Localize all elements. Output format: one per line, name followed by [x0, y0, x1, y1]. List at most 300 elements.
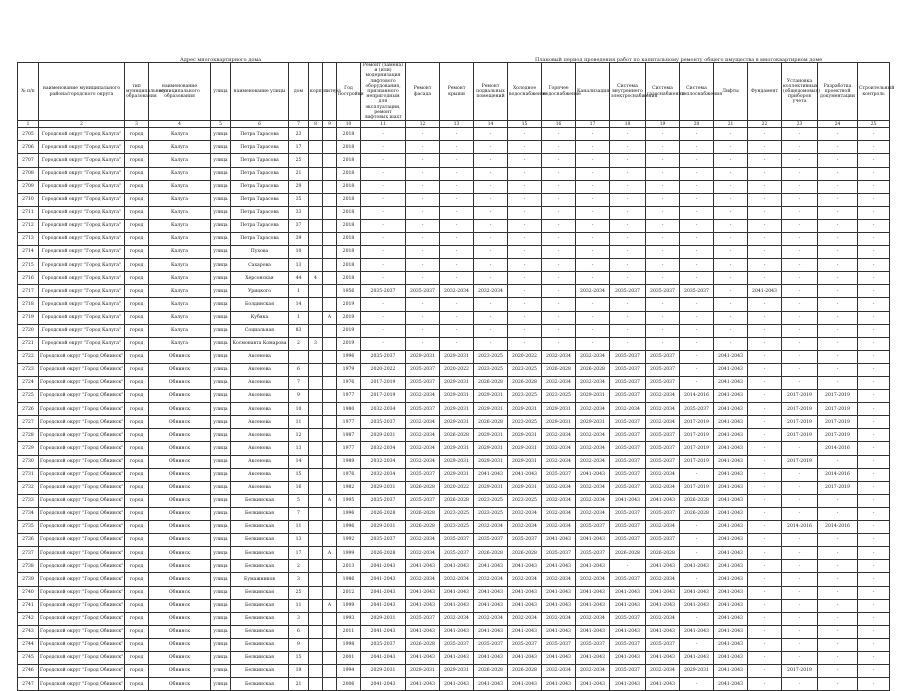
- table-cell: улица: [211, 638, 231, 651]
- table-cell: 2041-2043: [508, 468, 542, 481]
- table-cell: 39: [289, 232, 309, 245]
- table-cell: -: [782, 154, 818, 167]
- table-cell: Петра Тарасова: [231, 232, 289, 245]
- table-cell: 2035-2037: [646, 363, 680, 376]
- table-cell: -: [576, 272, 610, 285]
- table-cell: город: [125, 167, 149, 180]
- table-cell: 2041-2043: [406, 678, 440, 691]
- table-cell: 2018: [337, 167, 361, 180]
- column-header: наименование муниципального образования: [149, 63, 211, 121]
- table-cell: -: [680, 377, 714, 390]
- table-cell: [323, 206, 337, 219]
- table-cell: 2041-2043: [542, 678, 576, 691]
- table-cell: 2035-2037: [406, 285, 440, 298]
- table-row: [18, 167, 890, 180]
- table-cell: -: [782, 193, 818, 206]
- table-cell: 1: [289, 311, 309, 324]
- table-cell: [323, 665, 337, 678]
- table-cell: [323, 625, 337, 638]
- table-cell: город: [125, 481, 149, 494]
- table-cell: 2041-2043: [406, 651, 440, 664]
- table-cell: 2023-2025: [474, 507, 508, 520]
- table-cell: 11: [289, 521, 309, 534]
- table-cell: -: [748, 599, 782, 612]
- table-cell: 2718: [18, 298, 39, 311]
- table-cell: 2041-2043: [474, 678, 508, 691]
- table-cell: 2026-2028: [406, 507, 440, 520]
- column-header: тип муниципального образования: [125, 63, 149, 121]
- table-cell: -: [542, 180, 576, 193]
- table-cell: 2035-2037: [542, 638, 576, 651]
- table-cell: 2041-2043: [714, 638, 748, 651]
- table-cell: [323, 167, 337, 180]
- table-cell: [309, 390, 323, 403]
- table-cell: -: [406, 128, 440, 141]
- table-cell: город: [125, 311, 149, 324]
- table-cell: -: [406, 206, 440, 219]
- table-cell: [323, 180, 337, 193]
- table-cell: Белкинская: [231, 678, 289, 691]
- table-cell: -: [858, 494, 890, 507]
- table-cell: -: [680, 612, 714, 625]
- table-cell: [309, 612, 323, 625]
- table-cell: -: [782, 246, 818, 259]
- table-cell: -: [858, 599, 890, 612]
- table-cell: Городской округ "Город Обнинск": [39, 599, 125, 612]
- table-cell: [309, 206, 323, 219]
- table-cell: 2041-2043: [714, 573, 748, 586]
- table-cell: -: [782, 350, 818, 363]
- table-cell: город: [125, 350, 149, 363]
- table-cell: 2018: [337, 193, 361, 206]
- table-cell: 1992: [337, 534, 361, 547]
- table-cell: Обнинск: [149, 547, 211, 560]
- table-cell: -: [858, 285, 890, 298]
- table-cell: Калуга: [149, 324, 211, 337]
- table-cell: [309, 167, 323, 180]
- table-cell: [323, 363, 337, 376]
- table-cell: Городской округ "Город Обнинск": [39, 390, 125, 403]
- table-cell: 2041-2043: [714, 665, 748, 678]
- table-cell: 2041-2043: [610, 625, 646, 638]
- table-cell: Городской округ "Город Обнинск": [39, 481, 125, 494]
- table-cell: улица: [211, 416, 231, 429]
- table-cell: 1979: [337, 363, 361, 376]
- table-row: [18, 141, 890, 154]
- table-cell: 2026-2028: [361, 507, 406, 520]
- table-cell: улица: [211, 665, 231, 678]
- table-cell: 2026-2028: [474, 377, 508, 390]
- table-cell: -: [748, 272, 782, 285]
- table-cell: -: [680, 324, 714, 337]
- table-cell: 2035-2037: [610, 638, 646, 651]
- table-cell: 2041-2043: [646, 651, 680, 664]
- table-cell: 2041-2043: [714, 403, 748, 416]
- table-cell: Городской округ "Город Обнинск": [39, 350, 125, 363]
- table-cell: 2041-2043: [714, 390, 748, 403]
- table-cell: -: [680, 219, 714, 232]
- table-row: [18, 468, 890, 481]
- table-row: [18, 259, 890, 272]
- table-cell: А: [323, 599, 337, 612]
- table-cell: 2041-2043: [474, 468, 508, 481]
- table-cell: 2032-2034: [576, 442, 610, 455]
- table-cell: -: [782, 272, 818, 285]
- table-cell: 2035-2037: [610, 416, 646, 429]
- table-cell: 2017-2019: [782, 390, 818, 403]
- table-cell: -: [858, 141, 890, 154]
- table-cell: город: [125, 416, 149, 429]
- table-cell: -: [782, 167, 818, 180]
- table-cell: -: [680, 206, 714, 219]
- table-cell: 2032-2034: [576, 429, 610, 442]
- table-cell: 2035-2037: [576, 547, 610, 560]
- table-cell: 2035-2037: [610, 521, 646, 534]
- table-row: [18, 363, 890, 376]
- table-cell: -: [818, 638, 858, 651]
- table-cell: Городской округ "Город Калуга": [39, 298, 125, 311]
- table-cell: город: [125, 612, 149, 625]
- table-cell: 2035-2037: [646, 377, 680, 390]
- table-cell: -: [542, 154, 576, 167]
- table-cell: город: [125, 246, 149, 259]
- table-cell: 1986: [337, 573, 361, 586]
- table-cell: 2041-2043: [474, 560, 508, 573]
- table-cell: -: [406, 180, 440, 193]
- table-row: [18, 507, 890, 520]
- table-cell: 2041-2043: [361, 573, 406, 586]
- table-cell: 2032-2034: [508, 521, 542, 534]
- table-cell: -: [542, 259, 576, 272]
- table-cell: город: [125, 141, 149, 154]
- table-cell: -: [406, 154, 440, 167]
- table-cell: 2032-2034: [576, 403, 610, 416]
- table-cell: -: [748, 481, 782, 494]
- column-number: 14: [474, 121, 508, 128]
- table-cell: 1956: [337, 285, 361, 298]
- table-cell: -: [748, 259, 782, 272]
- table-cell: Аксенова: [231, 442, 289, 455]
- table-cell: 2035-2037: [440, 638, 474, 651]
- table-cell: [323, 416, 337, 429]
- table-cell: Петра Тарасова: [231, 154, 289, 167]
- table-cell: улица: [211, 468, 231, 481]
- table-cell: 2032-2034: [646, 390, 680, 403]
- table-row: [18, 272, 890, 285]
- table-cell: город: [125, 455, 149, 468]
- table-cell: [309, 350, 323, 363]
- table-cell: Обнинск: [149, 573, 211, 586]
- table-cell: -: [440, 324, 474, 337]
- table-cell: -: [748, 154, 782, 167]
- table-cell: 16: [289, 481, 309, 494]
- table-cell: 2713: [18, 232, 39, 245]
- table-cell: улица: [211, 206, 231, 219]
- table-cell: -: [361, 193, 406, 206]
- table-cell: -: [361, 324, 406, 337]
- table-cell: -: [858, 468, 890, 481]
- table-cell: 2741: [18, 599, 39, 612]
- table-cell: 2029-2031: [508, 442, 542, 455]
- table-cell: 2041-2043: [440, 651, 474, 664]
- table-cell: 2032-2034: [576, 377, 610, 390]
- table-cell: город: [125, 599, 149, 612]
- table-cell: Белкинская: [231, 560, 289, 573]
- table-cell: 2041-2043: [361, 678, 406, 691]
- table-cell: -: [818, 167, 858, 180]
- table-cell: 2035-2037: [610, 377, 646, 390]
- table-cell: 2740: [18, 586, 39, 599]
- table-cell: Петра Тарасова: [231, 128, 289, 141]
- table-cell: -: [858, 193, 890, 206]
- table-cell: 2029-2031: [508, 403, 542, 416]
- table-cell: 1977: [337, 442, 361, 455]
- table-cell: Космонавта Комарова: [231, 337, 289, 350]
- table-cell: 2035-2037: [610, 390, 646, 403]
- table-cell: -: [818, 651, 858, 664]
- table-cell: Обнинск: [149, 390, 211, 403]
- table-cell: -: [818, 507, 858, 520]
- column-header: Строительный контроль: [858, 63, 890, 121]
- table-cell: [309, 246, 323, 259]
- table-cell: 2026-2028: [576, 363, 610, 376]
- table-cell: 2035-2037: [610, 285, 646, 298]
- table-cell: 2041-2043: [610, 678, 646, 691]
- table-cell: [309, 128, 323, 141]
- table-cell: -: [748, 612, 782, 625]
- table-cell: 2041-2043: [406, 625, 440, 638]
- table-cell: 2018: [337, 272, 361, 285]
- planned-period-group-caption: Плановый период проведения работ по капитальному ремонту общего имущества в многоквартирном доме: [535, 57, 823, 63]
- table-cell: -: [542, 272, 576, 285]
- table-cell: 2017-2019: [680, 455, 714, 468]
- table-cell: 2032-2034: [361, 403, 406, 416]
- table-cell: 1976: [337, 468, 361, 481]
- table-cell: -: [610, 180, 646, 193]
- address-group-caption: Адрес многоквартирного дома: [180, 57, 262, 63]
- table-cell: -: [782, 377, 818, 390]
- table-cell: 2035-2037: [610, 534, 646, 547]
- table-cell: 2726: [18, 403, 39, 416]
- table-cell: -: [858, 612, 890, 625]
- table-cell: 2017-2019: [782, 455, 818, 468]
- table-cell: Городской округ "Город Обнинск": [39, 651, 125, 664]
- table-cell: 2017-2019: [361, 377, 406, 390]
- table-cell: 35: [289, 193, 309, 206]
- table-cell: Аксенова: [231, 455, 289, 468]
- table-cell: 2017-2019: [782, 403, 818, 416]
- table-cell: [323, 337, 337, 350]
- table-cell: 2035-2037: [610, 429, 646, 442]
- table-cell: -: [576, 193, 610, 206]
- table-cell: 1999: [337, 547, 361, 560]
- table-cell: 2029-2031: [440, 665, 474, 678]
- table-cell: 2032-2034: [406, 573, 440, 586]
- table-cell: -: [818, 612, 858, 625]
- table-cell: -: [680, 154, 714, 167]
- table-cell: -: [714, 128, 748, 141]
- table-cell: -: [646, 154, 680, 167]
- table-cell: 2041-2043: [576, 599, 610, 612]
- table-cell: 2722: [18, 350, 39, 363]
- table-cell: 2035-2037: [474, 534, 508, 547]
- table-cell: 2711: [18, 206, 39, 219]
- table-cell: Обнинск: [149, 481, 211, 494]
- table-row: [18, 573, 890, 586]
- table-cell: 6: [289, 363, 309, 376]
- column-number-row: [18, 121, 890, 128]
- column-number: 24: [818, 121, 858, 128]
- table-cell: -: [680, 232, 714, 245]
- table-cell: 2728: [18, 429, 39, 442]
- table-cell: 2018: [337, 206, 361, 219]
- table-cell: 2035-2037: [610, 442, 646, 455]
- table-cell: -: [748, 416, 782, 429]
- table-cell: -: [748, 219, 782, 232]
- table-cell: 2032-2034: [646, 403, 680, 416]
- column-number: 15: [508, 121, 542, 128]
- table-cell: 2035-2037: [610, 350, 646, 363]
- table-cell: 2032-2034: [406, 455, 440, 468]
- table-cell: [323, 442, 337, 455]
- table-cell: -: [858, 455, 890, 468]
- table-cell: Городской округ "Город Калуга": [39, 154, 125, 167]
- table-cell: -: [782, 612, 818, 625]
- table-cell: улица: [211, 298, 231, 311]
- table-cell: Обнинск: [149, 455, 211, 468]
- table-cell: 2733: [18, 494, 39, 507]
- table-cell: -: [576, 219, 610, 232]
- table-cell: 2032-2034: [508, 573, 542, 586]
- table-cell: [323, 455, 337, 468]
- table-cell: -: [406, 259, 440, 272]
- table-cell: -: [440, 141, 474, 154]
- table-cell: -: [858, 128, 890, 141]
- table-cell: -: [406, 298, 440, 311]
- column-header: Фундамент: [748, 63, 782, 121]
- table-cell: 2032-2034: [646, 573, 680, 586]
- table-cell: 2023-2025: [542, 390, 576, 403]
- table-cell: -: [680, 193, 714, 206]
- table-cell: -: [782, 442, 818, 455]
- table-cell: 12: [289, 429, 309, 442]
- table-cell: Городской округ "Город Обнинск": [39, 638, 125, 651]
- table-cell: -: [714, 246, 748, 259]
- table-cell: 2041-2043: [576, 534, 610, 547]
- table-cell: Калуга: [149, 311, 211, 324]
- table-row: [18, 298, 890, 311]
- table-cell: 2014-2016: [782, 521, 818, 534]
- table-cell: 2035-2037: [406, 468, 440, 481]
- table-cell: -: [858, 507, 890, 520]
- table-cell: Социальная: [231, 324, 289, 337]
- table-cell: 2041-2043: [714, 560, 748, 573]
- table-cell: 2013: [337, 560, 361, 573]
- table-cell: [309, 311, 323, 324]
- table-cell: 2041-2043: [714, 429, 748, 442]
- column-header: улица: [211, 63, 231, 121]
- table-cell: 13: [289, 442, 309, 455]
- table-cell: [309, 403, 323, 416]
- column-header: Ремонт крыши: [440, 63, 474, 121]
- table-cell: 1982: [337, 481, 361, 494]
- table-cell: [323, 285, 337, 298]
- table-cell: 2026-2028: [474, 416, 508, 429]
- table-cell: Калуга: [149, 246, 211, 259]
- table-cell: А: [323, 494, 337, 507]
- table-cell: -: [748, 390, 782, 403]
- table-cell: -: [646, 324, 680, 337]
- table-cell: город: [125, 678, 149, 691]
- table-row: [18, 219, 890, 232]
- table-cell: Белкинская: [231, 638, 289, 651]
- column-number: 23: [782, 121, 818, 128]
- table-cell: 2026-2028: [440, 494, 474, 507]
- table-cell: Городской округ "Город Обнинск": [39, 494, 125, 507]
- table-cell: 17: [289, 547, 309, 560]
- table-cell: -: [440, 154, 474, 167]
- column-number: 4: [149, 121, 211, 128]
- table-cell: 29: [289, 180, 309, 193]
- table-cell: Калуга: [149, 206, 211, 219]
- table-cell: 2032-2034: [440, 573, 474, 586]
- table-cell: -: [680, 128, 714, 141]
- table-cell: улица: [211, 481, 231, 494]
- table-cell: 2014-2016: [818, 468, 858, 481]
- table-cell: 6: [289, 625, 309, 638]
- table-cell: 2041-2043: [680, 599, 714, 612]
- table-cell: 21: [289, 678, 309, 691]
- table-cell: -: [714, 311, 748, 324]
- table-cell: Обнинск: [149, 599, 211, 612]
- table-cell: 2743: [18, 625, 39, 638]
- table-cell: 2026-2028: [474, 547, 508, 560]
- table-cell: 1995: [337, 494, 361, 507]
- table-cell: 2035-2037: [576, 638, 610, 651]
- table-cell: -: [748, 586, 782, 599]
- table-cell: -: [714, 219, 748, 232]
- table-cell: 2035-2037: [610, 468, 646, 481]
- table-cell: 2026-2028: [646, 547, 680, 560]
- table-cell: 2032-2034: [542, 429, 576, 442]
- table-cell: 2041-2043: [714, 363, 748, 376]
- table-cell: Городской округ "Город Обнинск": [39, 507, 125, 520]
- table-cell: Обнинск: [149, 651, 211, 664]
- table-cell: 2029-2031: [474, 403, 508, 416]
- table-cell: -: [361, 167, 406, 180]
- table-cell: -: [782, 468, 818, 481]
- table-cell: -: [818, 324, 858, 337]
- table-cell: -: [610, 311, 646, 324]
- table-cell: Аксенова: [231, 416, 289, 429]
- table-cell: [309, 521, 323, 534]
- table-cell: [309, 442, 323, 455]
- table-cell: Калуга: [149, 154, 211, 167]
- table-cell: Калуга: [149, 219, 211, 232]
- table-row: [18, 337, 890, 350]
- table-cell: -: [858, 403, 890, 416]
- table-cell: -: [748, 167, 782, 180]
- table-cell: 2023-2025: [440, 521, 474, 534]
- table-cell: Обнинск: [149, 494, 211, 507]
- table-cell: 2029-2031: [361, 521, 406, 534]
- table-cell: Петра Тарасова: [231, 141, 289, 154]
- table-cell: -: [646, 167, 680, 180]
- table-cell: [309, 573, 323, 586]
- table-cell: город: [125, 494, 149, 507]
- table-cell: 2032-2034: [542, 507, 576, 520]
- table-cell: 7: [289, 507, 309, 520]
